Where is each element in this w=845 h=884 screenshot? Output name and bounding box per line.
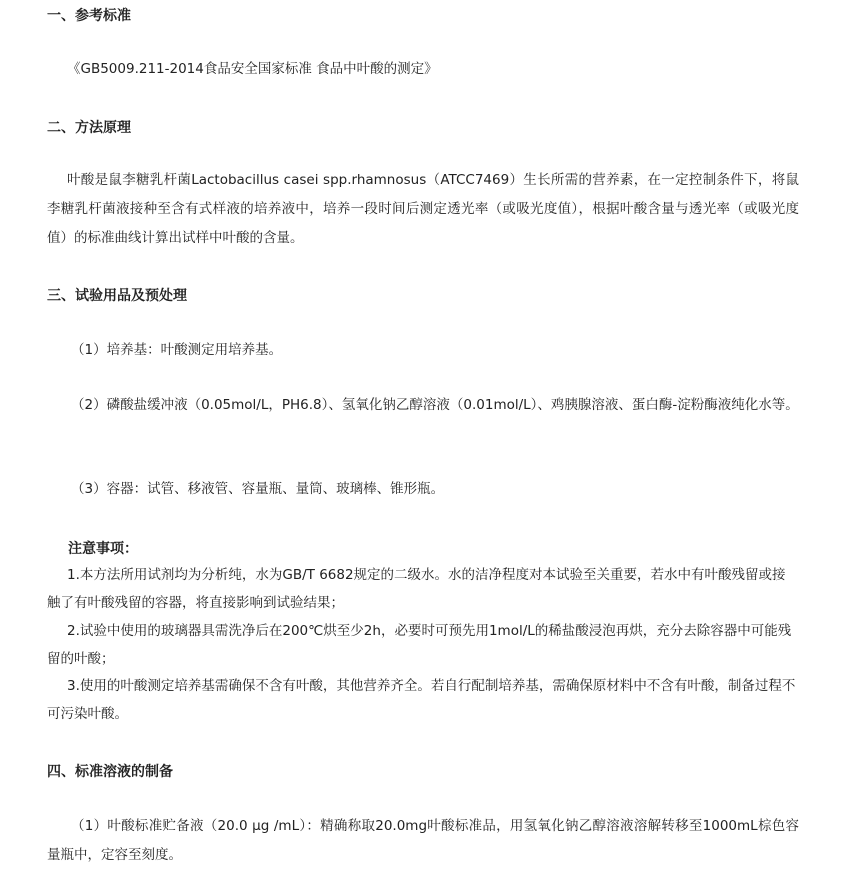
section-2-paragraph: 叶酸是鼠李糖乳杆菌Lactobacillus casei spp.rhamnosus（ATCC7469）生长所需的营养素，在一定控制条件下，将鼠李糖乳杆菌液接种至含有式样液的培养液中，培养一段时间后测定透光率（或吸光度值），根据叶酸含量与透光率（或吸光度值）的标准曲线计算出试样中叶酸的含量。 [47, 172, 799, 246]
section-3-heading: 三、试验用品及预处理 [47, 288, 187, 304]
section-3-item-1: （1）培养基：叶酸测定用培养基。 [71, 342, 283, 358]
section-2-heading: 二、方法原理 [47, 120, 131, 136]
section-4-item-1: （1）叶酸标准贮备液（20.0 μg /mL）：精确称取20.0mg叶酸标准品，用氢氧化钠乙醇溶液溶解转移至1000mL棕色容量瓶中，定容至刻度。 [47, 818, 799, 863]
section-3-item-3: （3）容器：试管、移液管、容量瓶、量筒、玻璃棒、锥形瓶。 [71, 481, 445, 497]
note-2: 2.试验中使用的玻璃器具需洗净后在200℃烘至少2h，必要时可预先用1mol/L的稀盐酸浸泡再烘，充分去除容器中可能残留的叶酸； [47, 623, 792, 667]
notes-heading: 注意事项： [68, 541, 138, 557]
section-3-item-2: （2）磷酸盐缓冲液（0.05mol/L，PH6.8）、氢氧化钠乙醇溶液（0.01mol/L）、鸡胰腺溶液、蛋白酶-淀粉酶液纯化水等。 [71, 397, 799, 413]
section-4-heading: 四、标准溶液的制备 [47, 764, 173, 780]
note-1: 1.本方法所用试剂均为分析纯，水为GB/T 6682规定的二级水。水的洁净程度对本试验至关重要，若水中有叶酸残留或接触了有叶酸残留的容器，将直接影响到试验结果； [47, 567, 786, 611]
section-1-reference: 《GB5009.211-2014食品安全国家标准 食品中叶酸的测定》 [67, 61, 438, 77]
note-3: 3.使用的叶酸测定培养基需确保不含有叶酸，其他营养齐全。若自行配制培养基，需确保原材料中不含有叶酸，制备过程不可污染叶酸。 [47, 678, 796, 722]
section-1-heading: 一、参考标准 [47, 8, 131, 24]
